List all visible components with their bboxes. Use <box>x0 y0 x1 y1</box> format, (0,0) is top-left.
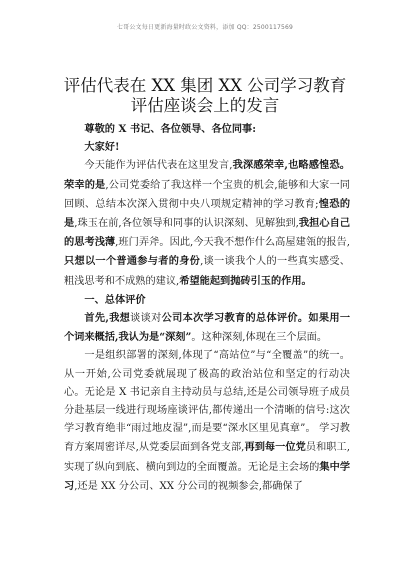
text-run-bold: 荣幸的是 <box>64 178 106 191</box>
paragraph-opening <box>64 156 350 290</box>
document-title: 评估代表在 XX 集团 XX 公司学习教育评估座谈会上的发言 <box>63 76 347 115</box>
salutation: 尊敬的 X 书记、各位领导、各位同事: <box>84 123 256 135</box>
text-run: 一是组织部署的深刻,体现了“高站位”与“全覆盖”的统一。从一开始,公司党委就展现了极高的政治站位和坚定的行动决心。无论是 X 书记亲自主持动员与总结,还是公司领导班子成员分赴基层一线进行现场座谈评估,都传递出一个清晰的信号:这次学习教育绝非“雨过地皮湿”,而是要“深水区里见真章”。 学习教育方案周密详尽,从党委层面到各党支部, <box>64 350 350 454</box>
text-run-bold: 惶恐的是 <box>64 197 351 230</box>
text-run-bold: 公司本次学习教育的总体评价。如果用一个词来概括,我认为是“深刻” <box>64 312 351 344</box>
text-run-bold: 集中学习 <box>64 460 351 492</box>
text-run-bold: 我担心自己的思考浅薄 <box>64 217 351 249</box>
greeting: 大家好! <box>84 141 120 154</box>
text-run-bold: 首先,我想 <box>84 312 131 325</box>
text-run: ,珠玉在前,各位领导和同事的认识深刻、见解独到, <box>74 218 299 230</box>
text-run-bold: 只想以一个普通参与者的身份 <box>64 255 201 268</box>
header-watermark: 七哥公文每日更新海量时政公文资料，添加 QQ：2500117569 <box>116 24 294 31</box>
text-run: ,公司党委给了我这样一个宝贵的机会,能够和大家一同回顾、总结本次深入贯彻中央八项规定精神的学习教育; <box>64 179 350 210</box>
text-run: 。这种深刻,体现在三个层面。 <box>191 332 328 344</box>
text-run: ,班门弄斧。因此,今天我不想作什么高屋建瓴的报告, <box>115 237 351 249</box>
text-run: ,还是 XX 分公司、XX 分公司的视频参会,都确保了 <box>74 480 303 492</box>
text-run: 今天能作为评估代表在这里发言, <box>84 160 233 172</box>
paragraph-overall-evaluation <box>64 309 350 347</box>
text-run-bold: 希望能起到抛砖引玉的作用。 <box>179 274 312 287</box>
text-run: ,谈一谈我个人的一些真实感受、粗浅思考和不成熟的建议, <box>64 256 350 287</box>
text-run: 谈谈对 <box>130 313 162 325</box>
section-heading: 一、总体评价 <box>84 293 146 306</box>
paragraph-deployment <box>64 347 350 496</box>
document-body <box>64 120 350 496</box>
text-run: 员和职工,实现了纵向到底、横向到边的全面覆盖。无论是主会场的 <box>64 442 350 473</box>
text-run-bold: 再到每一位党 <box>244 441 306 454</box>
text-run-bold: 我深感荣幸,也略感惶恐。 <box>232 159 350 172</box>
